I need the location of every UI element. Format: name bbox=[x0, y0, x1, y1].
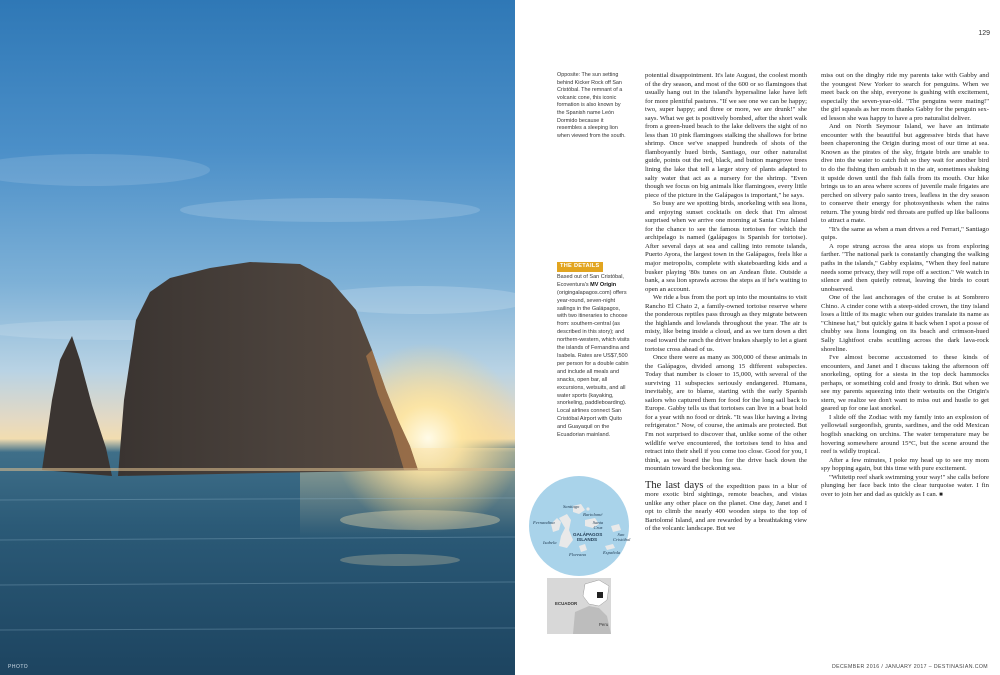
label-santiago: Santiago bbox=[563, 504, 580, 509]
paragraph bbox=[821, 474, 989, 500]
label-ecuador: ECUADOR bbox=[555, 601, 578, 606]
paragraph: "It's the same as when a man drives a red Ferrari," Santiago quips. bbox=[821, 225, 989, 242]
details-label: THE DETAILS bbox=[557, 262, 603, 272]
island-bartolome bbox=[586, 507, 589, 510]
label-bartolome: Bartolomé bbox=[583, 512, 603, 517]
label-peru: Peru bbox=[599, 622, 609, 627]
paragraph: After a few minutes, I poke my head up to see my mom spy hopping again, but this time with pure excitement. bbox=[821, 456, 989, 473]
paragraph: Once there were as many as 300,000 of these animals in the Galápagos, divided among 15 different subspecies. Today that number is closer to 15,000, with several of the surviving 11 subspecies seriously endangered. Humans, inevitably, are to blame, starting with the early Spanish sailors who captured them for food for the long sail back to Europe. Gabby tells us that tortoises can live in a boat hold for a year with no food or drink. "It was like having a living refrigerator." Now, of course, the animals are protected. But I'm not surprised to discover that, unlike some of the other wildlife we've encountered, the tortoises tend to hiss and retract into their shell if you come too close. Good for you, I think, as we board the bus for the drive back down the mountain toward the beckoning sea. bbox=[645, 354, 807, 473]
paragraph: And on North Seymour Island, we have an intimate encounter with the beautiful but aggressive birds that have been chaperoning the Origin during most of our time at sea. Known as the pirates of the sky, frigate birds are unable to dive into the water to catch fish so they wait for another bird to do the fishing then ambush it in the air, sometimes shaking it upside down until the fish falls from its mouth. Our hike brings us to an area where scores of juvenile male frigates are perched on silvery palo santo trees, leafless in the dry season to conserve their energy for photosynthesis when the rains return. The young birds' red throats are puffed up like balloons to attract a mate. bbox=[821, 123, 989, 225]
galapagos-map bbox=[515, 466, 635, 636]
photo-caption: Opposite: The sun setting behind Kicker Rock off San Cristóbal. The remnant of a volcanic cone, this iconic formation is also known by the Spanish name León Dormido because it resembles a sleeping lion when viewed from the south. bbox=[557, 72, 626, 139]
paragraph: We ride a bus from the port up into the mountains to visit Rancho El Chato 2, a family-owned tortoise reserve where the ponderous reptiles pass through as they migrate between the highlands and lowlands throughout the year. The air is misty, like being inside a cloud, and as we turn down a dirt road toward the ranch the driver brakes sharply to let a giant tortoise cross ahead of us. bbox=[645, 294, 807, 353]
page-number: 129 bbox=[978, 30, 990, 37]
details-text: (origingalapagos.com) offers year-round, seven-night sailings in the Galápagos, with two itineraries to choose from: southern-central (as described in this story); and northern-western, which visits the islands of Fernandina and Isabela. Rates are US$7,500 per person for a double cabin and include all meals and snacks, open bar, all excursions, wetsuits, and all water sports (kayaking, snorkeling, paddleboarding). Local airlines connect San Cristóbal Airport with Quito and Guayaquil on the Ecuadorian mainland. bbox=[557, 289, 630, 439]
section-lead: The last days bbox=[645, 479, 704, 491]
label-santa-cruz: Santa Cruz bbox=[592, 520, 604, 530]
final-paragraph-text: "Whitetip reef shark swimming your way!" she calls before plunging her face back into the clear turquoise water. I fin over to join her and dad as quickly as I can. bbox=[821, 473, 989, 498]
details-ship: MV Origin bbox=[590, 281, 617, 288]
label-floreana: Floreana bbox=[569, 552, 586, 557]
article-page bbox=[515, 0, 1000, 675]
label-galapagos: GALÁPAGOS ISLANDS bbox=[573, 532, 603, 542]
section-text: of the expedition pass in a blur of more exotic bird sightings, remote beaches, and vistas unlike any other place on the planet. One day, Janet and I opt to climb the nearly 400 wooden steps to the top of Bartolomé Island, and are rewarded by a breathtaking view of the volcanic landscape. But we bbox=[645, 482, 808, 533]
page-footer: DECEMBER 2016 / JANUARY 2017 – DESTINASIAN.COM bbox=[831, 664, 988, 670]
paragraph: miss out on the dinghy ride my parents take with Gabby and the youngest New Yorker to search for penguins. When we meet back on the ship, everyone is gushing with excitement, especially the seven-year-old. "The penguins were mating!" the girl squeals as her mom thanks Gabby for the penguin sex-ed lesson she was happy to have a pro naturalist deliver. bbox=[821, 72, 989, 122]
details-intro: Based out of San Cristóbal, Ecoventura's bbox=[557, 273, 624, 288]
paragraph: One of the last anchorages of the cruise is at Sombrero Chino. A cinder cone with a steep-sided crown, the tiny island loses a little of its magic when our guides translate its name as "Chinese hat," but quickly gains it back when I spot a posse of chubby sea lions lounging on its beach and crimson-hued Sally Lightfoot crabs scuttling across the dark lava-rock shoreline. bbox=[821, 294, 989, 353]
small-rock bbox=[42, 336, 112, 476]
label-san-cristobal: San Cristóbal bbox=[613, 532, 631, 542]
section-paragraph bbox=[645, 480, 807, 534]
article-column-2 bbox=[821, 72, 989, 499]
label-espanola: Española bbox=[603, 550, 621, 555]
inset-marker bbox=[597, 592, 603, 598]
article-column-1 bbox=[645, 72, 807, 534]
details-sidebar bbox=[557, 262, 631, 440]
label-fernandina: Fernandina bbox=[533, 520, 555, 525]
paragraph: I slide off the Zodiac with my family into an explosion of yellowtail surgeonfish, grunts, sardines, and the odd Mexican hogfish snacking on urchins. The water temperature may be hovering somewhere around 15°C, but the scene around the reef is wildly tropical. bbox=[821, 413, 989, 456]
label-isabela: Isabela bbox=[543, 540, 557, 545]
paragraph: So busy are we spotting birds, snorkeling with sea lions, and enjoying sunset cocktails on deck that I'm almost surprised when we arrive one morning at Santa Cruz Island for the chance to see the famous tortoises for which the archipelago is named (galápagos is Spanish for tortoise). After several days at sea and calling into remote islands, Puerto Ayora, the largest town in the Galápagos, feels like a major metropolis, complete with skateboarding kids and a busker playing '80s tunes on an Andean flute. Outside a bank, a sea lion sprawls across the steps as if he's waiting to open an account. bbox=[645, 200, 807, 293]
photo-credit: PHOTO bbox=[8, 664, 29, 670]
end-mark: ■ bbox=[939, 491, 943, 498]
paragraph: potential disappointment. It's late August, the coolest month of the dry season, and most of the 600 or so flamingoes that usually hang out in the island's hypersaline lake have left for more plentiful pastures. "If we see one we can be happy; two, super happy; and three or more, we are drunk!" she says. What we get is positively bombed, after the short walk from a green-hued beach to the lake delivers the sight of no less than 10 pink flamingoes stalking the shallows for brine shrimp. Once we've snapped hundreds of shots of the flamboyantly hued birds, Santiago, our other naturalist guide, points out the red, black, and button mangrove trees lining the lake that tell a larger story of plants adapted to salty water that act as a nursery for the shrimp. "Even though we focus on big animals like flamingoes, every little piece of the picture in the Galápagos is important," he says. bbox=[645, 72, 807, 199]
paragraph: A rope strung across the area stops us from exploring farther. "The national park is constantly changing the walking paths in the islands," Gabby explains, "When they feel nature needs some privacy, they will rope off a section." We watch in silence and then quietly retreat, leaving the birds to court unobserved. bbox=[821, 242, 989, 293]
paragraph: I've almost become accustomed to these kinds of encounters, and Janet and I discuss taking the afternoon off snorkeling, opting for a siesta in the top deck hammocks perhaps, or something cold and frosty to drink. But when we see my parents squeezing into their wetsuits on the Origin's stern, we realize we don't want to miss out and hustle to get geared up for one last snorkel. bbox=[821, 354, 989, 413]
